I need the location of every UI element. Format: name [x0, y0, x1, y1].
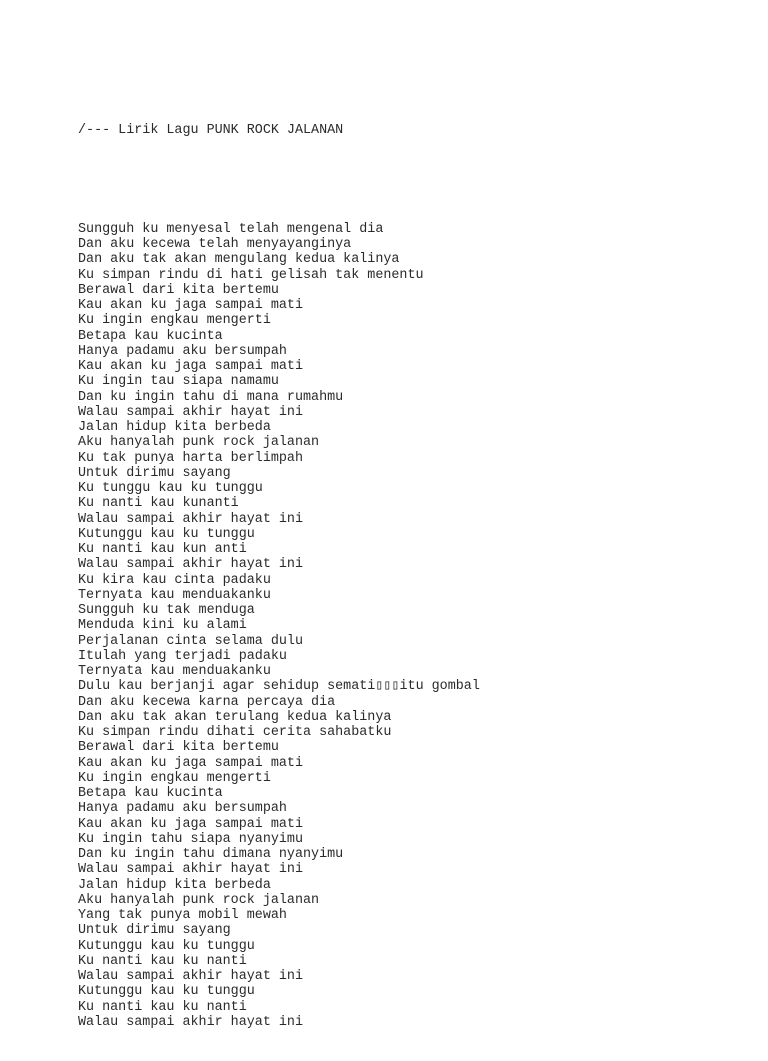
- lyric-line: Berawal dari kita bertemu: [78, 282, 279, 298]
- lyric-line: Ku simpan rindu di hati gelisah tak menentu: [78, 267, 424, 283]
- lyric-line: Dan aku tak akan mengulang kedua kalinya: [78, 252, 400, 268]
- lyric-line: Dulu kau berjanji agar sehidup semati▯▯▯itu gombal: [78, 679, 480, 695]
- lyric-line: Dan aku tak akan terulang kedua kalinya: [78, 709, 392, 725]
- lyric-line: Ku ingin engkau mengerti: [78, 313, 271, 329]
- lyric-line: Walau sampai akhir hayat ini: [78, 862, 303, 878]
- lyric-line: Untuk dirimu sayang: [78, 923, 231, 939]
- lyric-line: Ku kira kau cinta padaku: [78, 572, 271, 588]
- lyric-line: Aku hanyalah punk rock jalanan: [78, 892, 320, 908]
- lyric-line: Betapa kau kucinta: [78, 786, 223, 801]
- lyric-line: Ternyata kau menduakanku: [78, 664, 271, 679]
- lyric-line: Dan aku kecewa telah menyayanginya: [78, 237, 352, 252]
- lyric-line: Ku tunggu kau ku tunggu: [78, 481, 263, 496]
- lyric-line: Jalan hidup kita berbeda: [78, 877, 271, 893]
- lyric-line: Ku ingin tahu siapa nyanyimu: [78, 831, 303, 847]
- lyric-line: Jalan hidup kita berbeda: [78, 420, 271, 435]
- lyric-line: Perjalanan cinta selama dulu: [78, 633, 303, 649]
- lyrics-document: [78, 92, 480, 1061]
- title-spacer: [78, 168, 480, 191]
- lyric-line: Ku tak punya harta berlimpah: [78, 450, 303, 466]
- lyric-line: Ku nanti kau ku nanti: [78, 999, 247, 1015]
- lyric-line: Ku nanti kau kun anti: [78, 542, 247, 557]
- lyric-line: Kau akan ku jaga sampai mati: [78, 755, 303, 771]
- lyric-line: Ternyata kau menduakanku: [78, 587, 271, 603]
- document-title: /--- Lirik Lagu PUNK ROCK JALANAN: [78, 122, 344, 138]
- lyric-line: Hanya padamu aku bersumpah: [78, 343, 287, 359]
- lyric-line: Dan ku ingin tahu dimana nyanyimu: [78, 847, 344, 862]
- lyric-line: Kau akan ku jaga sampai mati: [78, 816, 303, 832]
- lyric-line: Ku simpan rindu dihati cerita sahabatku: [78, 725, 392, 740]
- lyric-line: Menduda kini ku alami: [78, 618, 247, 634]
- lyric-line: Dan ku ingin tahu di mana rumahmu: [78, 389, 344, 405]
- lyric-line: Yang tak punya mobil mewah: [78, 908, 287, 923]
- lyric-line: Ku ingin engkau mengerti: [78, 770, 271, 786]
- lyric-line: Sungguh ku tak menduga: [78, 603, 255, 618]
- lyric-line: Ku nanti kau kunanti: [78, 496, 239, 512]
- lyric-line: Dan aku kecewa karna percaya dia: [78, 694, 336, 710]
- lyric-line: Kutunggu kau ku tunggu: [78, 526, 255, 542]
- lyric-line: Berawal dari kita bertemu: [78, 740, 279, 756]
- lyric-line: Kutunggu kau ku tunggu: [78, 984, 255, 1000]
- lyric-line: Walau sampai akhir hayat ini: [78, 1014, 303, 1030]
- lyric-line: Kau akan ku jaga sampai mati: [78, 298, 303, 313]
- lyrics-lines: [78, 222, 480, 1030]
- lyric-line: Kau akan ku jaga sampai mati: [78, 359, 303, 374]
- lyric-line: Walau sampai akhir hayat ini: [78, 511, 303, 527]
- lyric-line: Aku hanyalah punk rock jalanan: [78, 435, 320, 451]
- lyric-line: Itulah yang terjadi padaku: [78, 648, 287, 664]
- lyric-line: Kutunggu kau ku tunggu: [78, 938, 255, 954]
- lyric-line: Walau sampai akhir hayat ini: [78, 557, 303, 573]
- lyric-line: Untuk dirimu sayang: [78, 465, 231, 481]
- lyric-line: Walau sampai akhir hayat ini: [78, 404, 303, 420]
- lyric-line: Ku ingin tau siapa namamu: [78, 374, 279, 390]
- lyric-line: Walau sampai akhir hayat ini: [78, 969, 303, 984]
- lyric-line: Ku nanti kau ku nanti: [78, 953, 247, 969]
- lyric-line: Sungguh ku menyesal telah mengenal dia: [78, 221, 384, 237]
- lyric-line: Hanya padamu aku bersumpah: [78, 801, 287, 817]
- lyric-line: Betapa kau kucinta: [78, 328, 223, 344]
